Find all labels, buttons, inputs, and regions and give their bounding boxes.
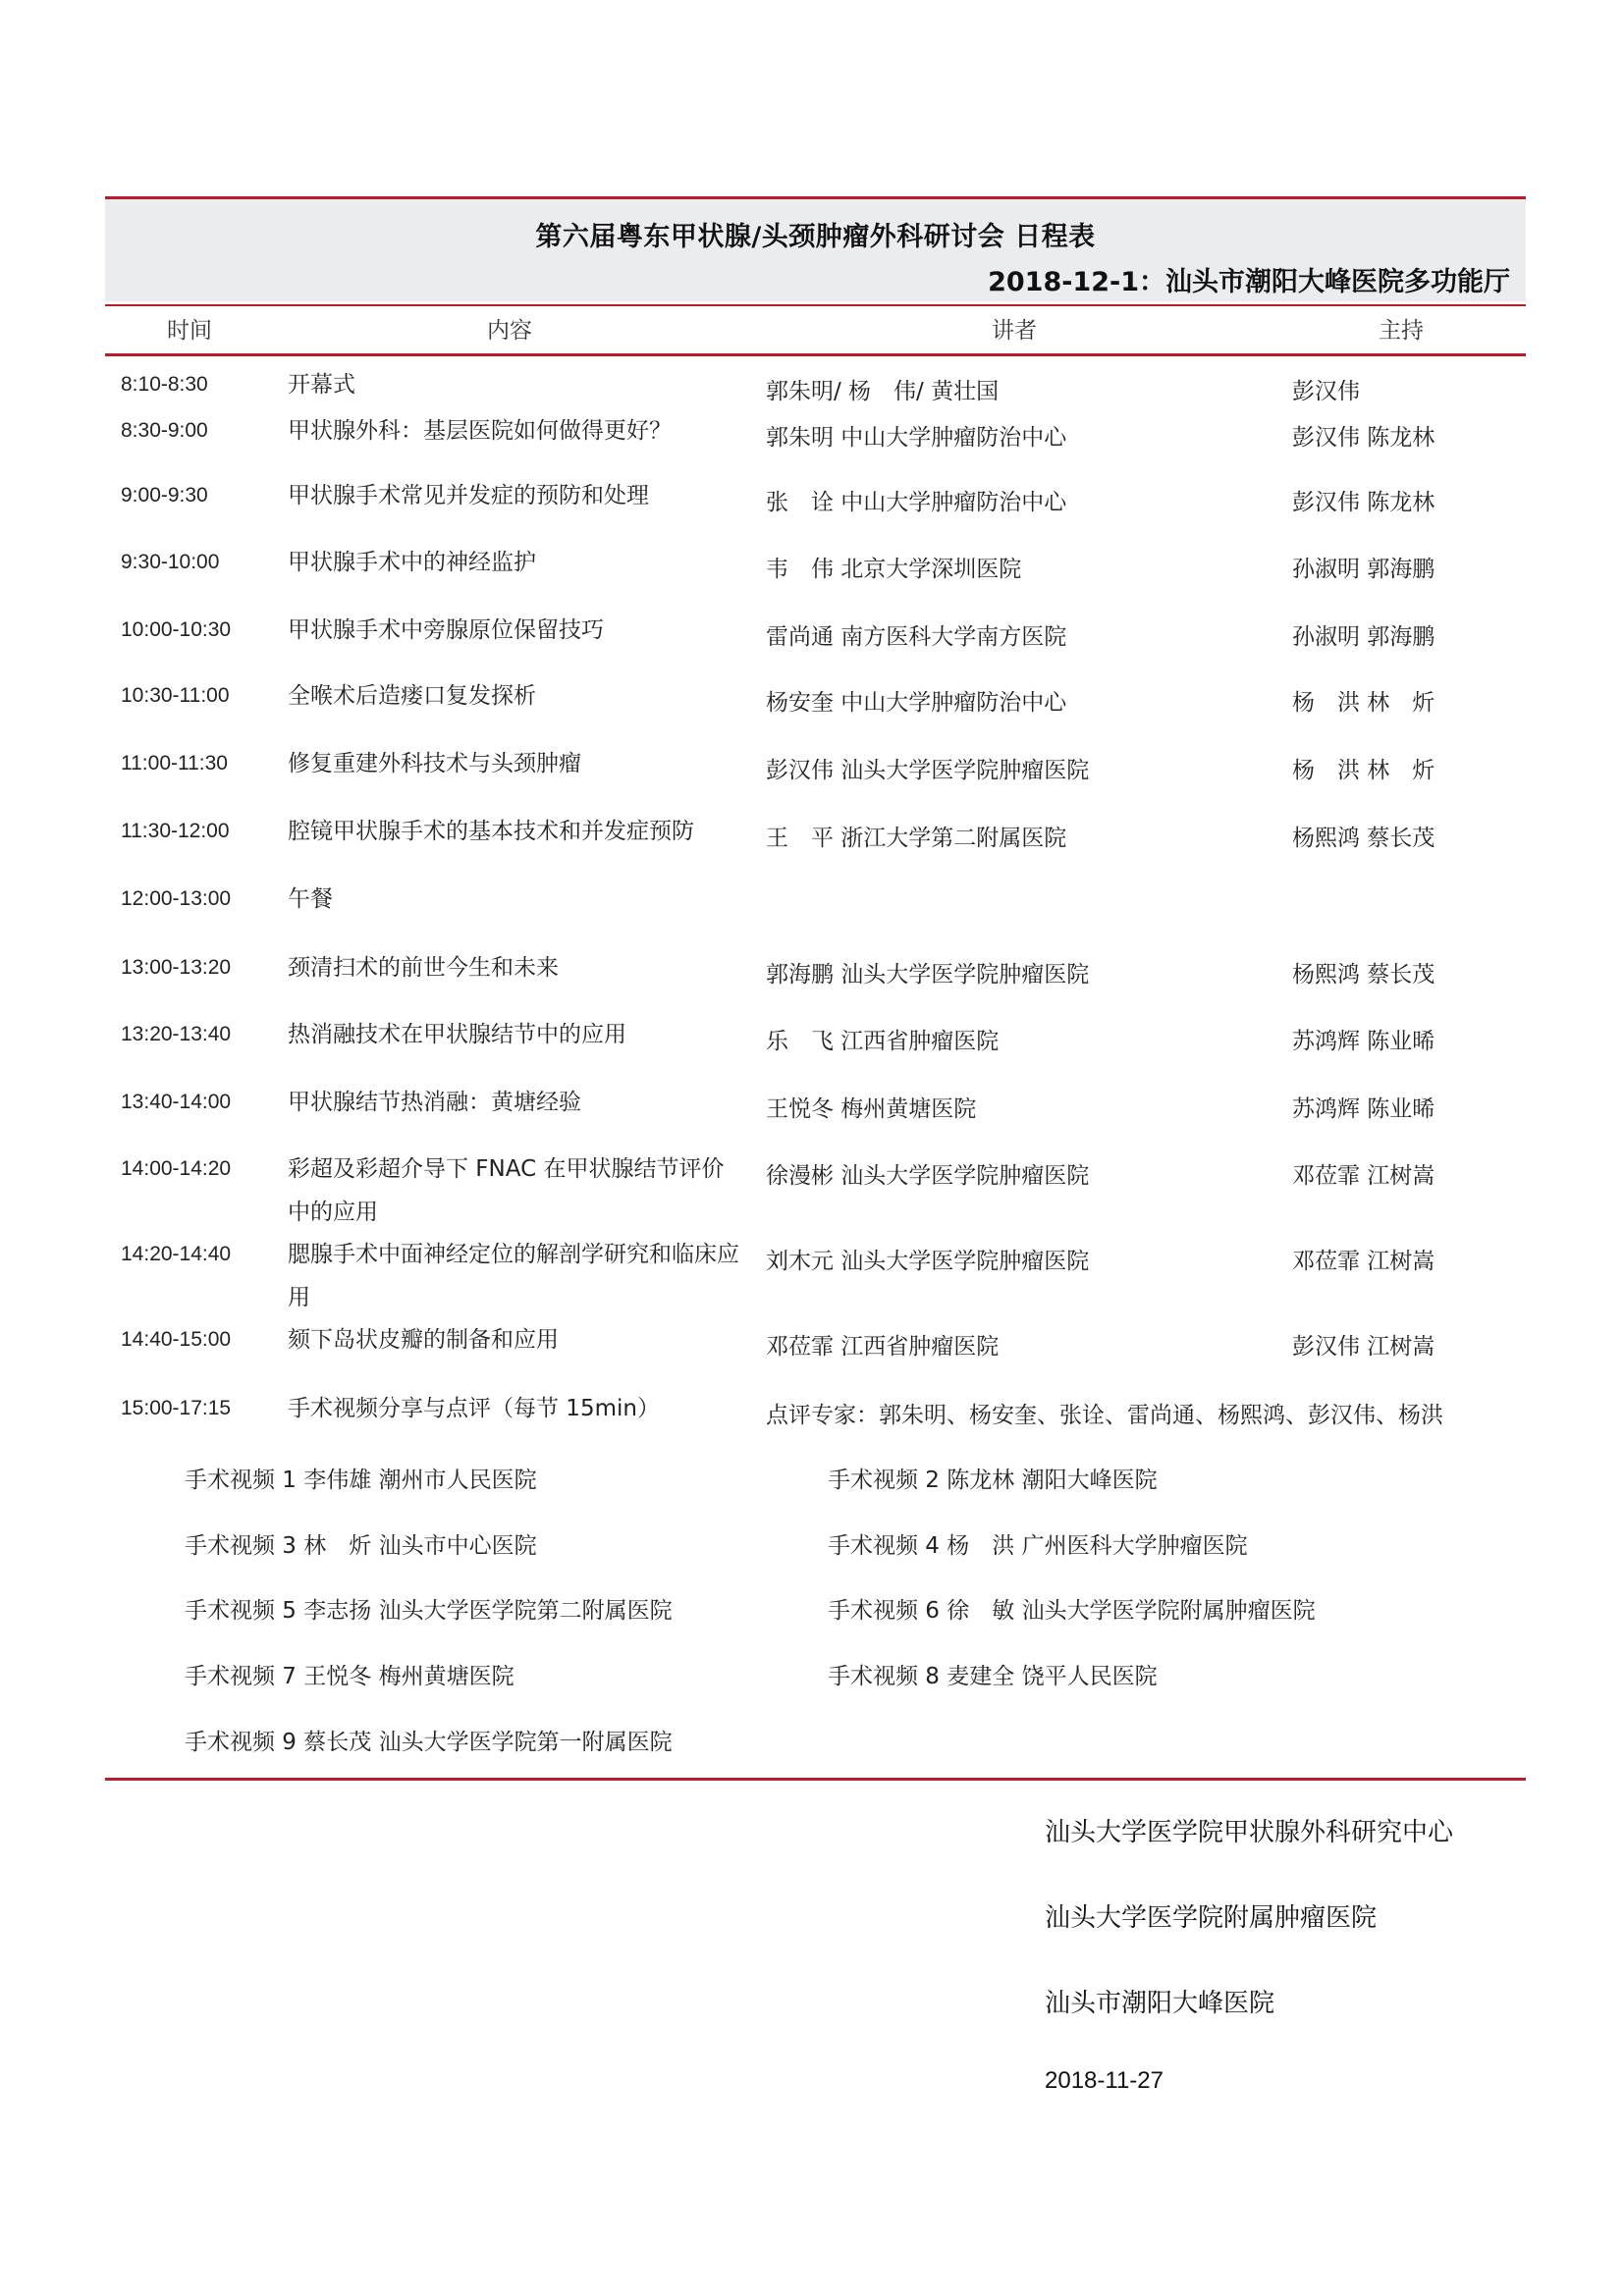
row-time: 12:00-13:00 [121,887,232,910]
row-host: 彭汉伟 [1292,379,1360,404]
row-content: 甲状腺外科：基层医院如何做得更好？ [288,418,672,444]
row-host: 杨 洪 林 炘 [1292,758,1435,783]
row-host: 苏鸿辉 陈业晞 [1292,1096,1435,1122]
row-time: 15:00-17:15 [121,1397,232,1419]
header-speaker: 讲者 [992,318,1037,344]
row-speaker: 点评专家：郭朱明、杨安奎、张诠、雷尚通、杨熙鸿、彭汉伟、杨洪 [766,1403,1443,1428]
video-item: 手术视频 4 杨 洪 广州医科大学肿瘤医院 [828,1533,1248,1559]
row-time: 14:00-14:20 [121,1157,232,1180]
row-content: 腮腺手术中面神经定位的解剖学研究和临床应用 [288,1242,739,1310]
row-time: 13:20-13:40 [121,1023,232,1045]
row-content: 颈清扫术的前世今生和未来 [288,955,559,981]
video-item: 手术视频 2 陈龙林 潮阳大峰医院 [828,1468,1158,1493]
row-time: 10:30-11:00 [121,684,230,707]
row-speaker: 郭海鹏 汕头大学医学院肿瘤医院 [766,962,1090,988]
row-host: 杨 洪 林 炘 [1292,690,1435,716]
row-time: 10:00-10:30 [121,618,232,641]
row-host: 邓莅霏 江树嵩 [1292,1249,1435,1274]
row-content: 彩超及彩超介导下 FNAC 在甲状腺结节评价中的应用 [288,1156,725,1225]
video-item: 手术视频 8 麦建全 饶平人民医院 [828,1664,1158,1689]
row-content: 全喉术后造瘘口复发探析 [288,683,536,709]
row-content: 甲状腺手术中旁腺原位保留技巧 [288,617,604,643]
row-host: 杨熙鸿 蔡长茂 [1292,962,1435,988]
header-content: 内容 [487,318,532,344]
row-speaker: 邓莅霏 江西省肿瘤医院 [766,1334,1000,1360]
row-time: 11:30-12:00 [121,820,230,842]
row-time: 8:30-9:00 [121,419,208,442]
row-content: 甲状腺手术常见并发症的预防和处理 [288,483,649,508]
row-speaker: 彭汉伟 汕头大学医学院肿瘤医院 [766,758,1090,783]
table-bottom-rule [105,1778,1526,1781]
row-host: 杨熙鸿 蔡长茂 [1292,826,1435,851]
video-item: 手术视频 6 徐 敏 汕头大学医学院附属肿瘤医院 [828,1598,1316,1624]
row-time: 11:00-11:30 [121,752,228,774]
row-content: 甲状腺手术中的神经监护 [288,550,536,575]
header-bottom-rule [105,353,1526,356]
video-item: 手术视频 5 李志扬 汕头大学医学院第二附属医院 [185,1598,673,1624]
row-speaker: 雷尚通 南方医科大学南方医院 [766,624,1067,650]
row-content: 热消融技术在甲状腺结节中的应用 [288,1022,626,1047]
row-time: 9:30-10:00 [121,551,220,573]
issue-date: 2018-11-27 [1045,2067,1164,2094]
row-host: 邓莅霏 江树嵩 [1292,1163,1435,1189]
header-top-rule [105,304,1526,306]
row-host: 孙淑明 郭海鹏 [1292,624,1435,650]
row-content: 修复重建外科技术与头颈肿瘤 [288,751,581,776]
video-item: 手术视频 1 李伟雄 潮州市人民医院 [185,1468,537,1493]
row-content: 颏下岛状皮瓣的制备和应用 [288,1327,559,1353]
header-time: 时间 [167,318,212,344]
row-time: 8:10-8:30 [121,373,208,396]
video-item: 手术视频 9 蔡长茂 汕头大学医学院第一附属医院 [185,1730,673,1755]
row-speaker: 王 平 浙江大学第二附属医院 [766,826,1067,851]
row-speaker: 王悦冬 梅州黄塘医院 [766,1096,977,1122]
organizer-line: 汕头市潮阳大峰医院 [1045,1989,1275,2018]
row-time: 13:00-13:20 [121,956,232,979]
video-item: 手术视频 3 林 炘 汕头市中心医院 [185,1533,537,1559]
row-content: 手术视频分享与点评（每节 15min） [288,1396,660,1421]
organizer-line: 汕头大学医学院甲状腺外科研究中心 [1045,1818,1454,1847]
row-content: 开幕式 [288,372,355,398]
row-speaker: 郭朱明/ 杨 伟/ 黄壮国 [766,379,1000,404]
row-host: 彭汉伟 陈龙林 [1292,490,1435,515]
title-banner [105,196,1526,301]
row-host: 孙淑明 郭海鹏 [1292,557,1435,582]
row-speaker: 韦 伟 北京大学深圳医院 [766,557,1022,582]
row-time: 9:00-9:30 [121,484,208,507]
row-time: 14:40-15:00 [121,1328,232,1351]
row-speaker: 杨安奎 中山大学肿瘤防治中心 [766,690,1067,716]
row-host: 彭汉伟 陈龙林 [1292,425,1435,451]
header-host: 主持 [1379,318,1424,344]
row-speaker: 张 诠 中山大学肿瘤防治中心 [766,490,1067,515]
page-title: 第六届粤东甲状腺/头颈肿瘤外科研讨会 日程表 [535,222,1096,252]
organizer-line: 汕头大学医学院附属肿瘤医院 [1045,1903,1378,1933]
row-host: 彭汉伟 江树嵩 [1292,1334,1435,1360]
video-item: 手术视频 7 王悦冬 梅州黄塘医院 [185,1664,514,1689]
row-speaker: 徐漫彬 汕头大学医学院肿瘤医院 [766,1163,1090,1189]
row-speaker: 郭朱明 中山大学肿瘤防治中心 [766,425,1067,451]
row-host: 苏鸿辉 陈业晞 [1292,1029,1435,1054]
row-time: 14:20-14:40 [121,1243,232,1265]
row-speaker: 刘木元 汕头大学医学院肿瘤医院 [766,1249,1090,1274]
row-content: 午餐 [288,886,333,912]
row-speaker: 乐 飞 江西省肿瘤医院 [766,1029,1000,1054]
row-content: 腔镜甲状腺手术的基本技术和并发症预防 [288,819,694,844]
row-time: 13:40-14:00 [121,1091,232,1113]
page-subtitle: 2018-12-1：汕头市潮阳大峰医院多功能厅 [988,267,1510,297]
row-content: 甲状腺结节热消融：黄塘经验 [288,1090,581,1115]
